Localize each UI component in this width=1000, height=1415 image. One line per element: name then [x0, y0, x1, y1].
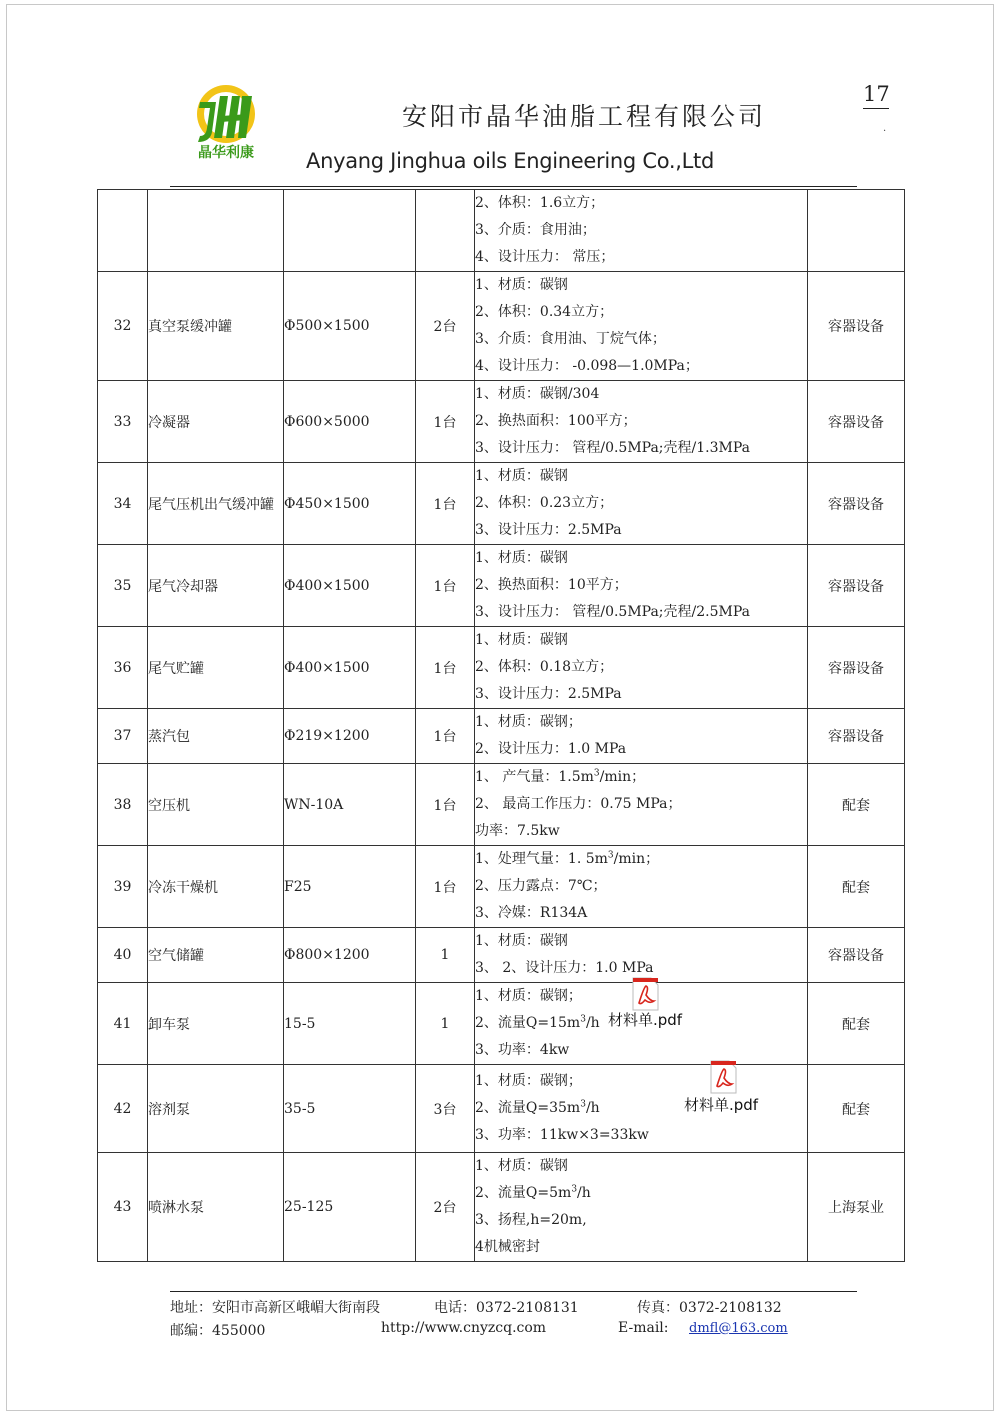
table-row — [98, 627, 905, 709]
cell-equipment-name: 尾气冷却器 — [148, 545, 284, 627]
table-row — [98, 1065, 905, 1153]
spec-line — [475, 764, 807, 791]
spec-line — [475, 928, 807, 955]
spec-text: 3、设计压力：2.5MPa — [475, 522, 622, 538]
spec-line — [475, 900, 807, 927]
spec-text: 1、材质：碳钢/304 — [475, 386, 600, 402]
cell-remark: 容器设备 — [808, 545, 905, 627]
spec-text: 1、材质：碳钢 — [475, 632, 568, 648]
spec-line — [475, 681, 807, 708]
spec-text: 2、设计压力：1.0 MPa — [475, 741, 627, 757]
cell-model: Φ400×1500 — [284, 545, 416, 627]
cell-remark: 容器设备 — [808, 381, 905, 463]
spec-superscript: 3 — [580, 1099, 586, 1110]
cell-equipment-name: 冷冻干燥机 — [148, 846, 284, 928]
cell-specifications — [475, 846, 808, 928]
spec-text-after: /min； — [599, 769, 646, 785]
cell-model: Φ800×1200 — [284, 928, 416, 983]
spec-text: 4、设计压力： 常压； — [475, 249, 615, 265]
footer-address: 地址：安阳市高新区峨嵋大街南段 — [170, 1300, 380, 1316]
spec-text: 3、 2、设计压力：1.0 MPa — [475, 960, 654, 976]
footer-website[interactable]: http://www.cnyzcq.com — [381, 1320, 547, 1336]
cell-specifications — [475, 1153, 808, 1262]
cell-equipment-name — [148, 190, 284, 272]
cell-specifications — [475, 764, 808, 846]
cell-specifications — [475, 545, 808, 627]
spec-line — [475, 818, 807, 845]
spec-text: 3、功率：4kw — [475, 1042, 570, 1058]
spec-text-after: /h — [585, 1015, 600, 1031]
spec-line — [475, 627, 807, 654]
spec-text: 2、流量Q=15m — [475, 1015, 581, 1031]
table-row — [98, 381, 905, 463]
cell-item-number: 38 — [98, 764, 148, 846]
cell-model: 35-5 — [284, 1065, 416, 1153]
spec-text: 3、扬程,h=20m, — [475, 1212, 587, 1228]
spec-superscript: 3 — [593, 768, 600, 779]
cell-quantity: 3台 — [416, 1065, 475, 1153]
cell-specifications — [475, 381, 808, 463]
cell-item-number: 32 — [98, 272, 148, 381]
spec-line — [475, 381, 807, 408]
spec-line — [475, 709, 807, 736]
pdf-file-icon — [630, 977, 660, 1011]
spec-line — [475, 572, 807, 599]
cell-equipment-name: 溶剂泵 — [148, 1065, 284, 1153]
spec-text: 2、换热面积：10平方； — [475, 577, 628, 593]
equipment-table — [97, 189, 905, 1262]
cell-model: Φ500×1500 — [284, 272, 416, 381]
cell-model: WN-10A — [284, 764, 416, 846]
spec-line — [475, 244, 807, 271]
cell-remark — [808, 190, 905, 272]
spec-text: 2、体积：0.18立方； — [475, 659, 614, 675]
table-row — [98, 1153, 905, 1262]
equipment-table-body — [98, 190, 905, 1262]
table-row — [98, 846, 905, 928]
spec-superscript: 3 — [607, 850, 614, 861]
cell-model: Φ400×1500 — [284, 627, 416, 709]
cell-quantity: 1台 — [416, 381, 475, 463]
cell-remark: 容器设备 — [808, 627, 905, 709]
footer-email-label: E-mail: — [618, 1320, 669, 1336]
spec-text: 1、材质：碳钢； — [475, 988, 582, 1004]
cell-item-number: 40 — [98, 928, 148, 983]
spec-text: 2、 最高工作压力：0.75 MPa； — [475, 796, 682, 812]
cell-item-number: 35 — [98, 545, 148, 627]
cell-quantity: 1台 — [416, 764, 475, 846]
cell-remark: 容器设备 — [808, 463, 905, 545]
cell-quantity: 1台 — [416, 709, 475, 764]
spec-text: 1、材质：碳钢 — [475, 550, 568, 566]
spec-line — [475, 353, 807, 380]
cell-equipment-name: 喷淋水泵 — [148, 1153, 284, 1262]
spec-line — [475, 326, 807, 353]
page-mark: . — [883, 123, 887, 134]
spec-text: 1、处理气量：1. 5m — [475, 851, 608, 867]
spec-text: 2、压力露点：7℃； — [475, 878, 607, 894]
spec-line — [475, 490, 807, 517]
spec-line — [475, 846, 807, 873]
cell-quantity: 1台 — [416, 627, 475, 709]
cell-quantity: 2台 — [416, 1153, 475, 1262]
table-row — [98, 190, 905, 272]
cell-model: Φ219×1200 — [284, 709, 416, 764]
cell-item-number: 34 — [98, 463, 148, 545]
email-link[interactable]: dmfl@163.com — [689, 1321, 788, 1336]
spec-line — [475, 190, 807, 217]
cell-item-number: 37 — [98, 709, 148, 764]
cell-model: 15-5 — [284, 983, 416, 1065]
spec-text: 1、材质：碳钢 — [475, 468, 568, 484]
logo-text: 晶华利康 — [198, 145, 254, 161]
spec-text: 1、材质：碳钢 — [475, 933, 568, 949]
cell-equipment-name: 蒸汽包 — [148, 709, 284, 764]
cell-quantity: 1台 — [416, 463, 475, 545]
spec-text-after: /h — [577, 1185, 591, 1201]
page-number: 17 — [863, 82, 889, 109]
cell-specifications — [475, 627, 808, 709]
footer-fax: 传真：0372-2108132 — [637, 1300, 782, 1316]
spec-line — [475, 299, 807, 326]
cell-item-number: 43 — [98, 1153, 148, 1262]
cell-item-number: 33 — [98, 381, 148, 463]
header-divider — [170, 186, 857, 187]
cell-equipment-name: 真空泵缓冲罐 — [148, 272, 284, 381]
cell-model: 25-125 — [284, 1153, 416, 1262]
pdf-attachment[interactable] — [682, 1060, 772, 1114]
spec-text: 1、 产气量：1.5m — [475, 769, 594, 785]
cell-model: Φ600×5000 — [284, 381, 416, 463]
cell-model — [284, 190, 416, 272]
cell-remark: 配套 — [808, 846, 905, 928]
spec-line — [475, 217, 807, 244]
cell-specifications — [475, 709, 808, 764]
footer-divider — [170, 1291, 857, 1292]
cell-specifications — [475, 190, 808, 272]
spec-line — [475, 873, 807, 900]
spec-text: 2、体积：1.6立方； — [475, 195, 605, 211]
cell-equipment-name: 尾气贮罐 — [148, 627, 284, 709]
spec-text: 功率：7.5kw — [475, 823, 560, 839]
pdf-attachment[interactable] — [606, 977, 696, 1029]
table-row — [98, 709, 905, 764]
cell-remark: 容器设备 — [808, 272, 905, 381]
table-row — [98, 983, 905, 1065]
table-row — [98, 928, 905, 983]
spec-line — [475, 736, 807, 763]
spec-text: 2、流量Q=35m — [475, 1100, 581, 1116]
cell-specifications — [475, 272, 808, 381]
spec-text-after: /min； — [613, 851, 660, 867]
spec-text: 3、设计压力： 管程/0.5MPa;壳程/1.3MPa — [475, 440, 750, 456]
spec-text: 4机械密封 — [475, 1239, 540, 1255]
company-name-en: Anyang Jinghua oils Engineering Co.,Ltd — [306, 149, 714, 173]
spec-line — [475, 435, 807, 462]
spec-text: 1、材质：碳钢 — [475, 1158, 568, 1174]
cell-equipment-name: 尾气压机出气缓冲罐 — [148, 463, 284, 545]
cell-item-number: 42 — [98, 1065, 148, 1153]
cell-quantity: 2台 — [416, 272, 475, 381]
table-row — [98, 764, 905, 846]
spec-text-after: /h — [585, 1100, 600, 1116]
spec-text: 3、功率：11kw×3=33kw — [475, 1127, 649, 1143]
cell-equipment-name: 卸车泵 — [148, 983, 284, 1065]
spec-line — [475, 1122, 807, 1149]
spec-line — [475, 1234, 807, 1261]
spec-text: 2、体积：0.34立方； — [475, 304, 614, 320]
spec-text: 1、材质：碳钢 — [475, 277, 568, 293]
cell-remark: 配套 — [808, 983, 905, 1065]
cell-equipment-name: 冷凝器 — [148, 381, 284, 463]
spec-text: 3、设计压力： 管程/0.5MPa;壳程/2.5MPa — [475, 604, 750, 620]
spec-line — [475, 599, 807, 626]
cell-specifications — [475, 463, 808, 545]
pdf-file-icon — [708, 1060, 738, 1094]
spec-line — [475, 408, 807, 435]
company-name-cn: 安阳市晶华油脂工程有限公司 — [402, 102, 767, 131]
table-row — [98, 272, 905, 381]
spec-text: 3、介质：食用油； — [475, 222, 596, 238]
spec-line — [475, 791, 807, 818]
footer-email[interactable] — [689, 1321, 788, 1336]
cell-quantity — [416, 190, 475, 272]
spec-line — [475, 545, 807, 572]
spec-text: 3、介质：食用油、丁烷气体； — [475, 331, 666, 347]
cell-model: Φ450×1500 — [284, 463, 416, 545]
spec-text: 2、体积：0.23立方； — [475, 495, 614, 511]
cell-item-number — [98, 190, 148, 272]
spec-superscript: 3 — [571, 1184, 578, 1195]
table-row — [98, 545, 905, 627]
spec-line — [475, 1180, 807, 1207]
spec-text: 3、冷媒：R134A — [475, 905, 588, 921]
cell-quantity: 1台 — [416, 846, 475, 928]
cell-remark: 容器设备 — [808, 709, 905, 764]
spec-line — [475, 272, 807, 299]
cell-remark: 容器设备 — [808, 928, 905, 983]
spec-text: 2、流量Q=5m — [475, 1185, 572, 1201]
spec-superscript: 3 — [580, 1014, 586, 1025]
pdf-attachment-label: 材料单.pdf — [684, 1096, 759, 1114]
spec-text: 4、设计压力： -0.098—1.0MPa； — [475, 358, 699, 374]
footer-postcode: 邮编：455000 — [170, 1323, 266, 1339]
cell-model: F25 — [284, 846, 416, 928]
cell-quantity: 1 — [416, 983, 475, 1065]
cell-remark: 配套 — [808, 1065, 905, 1153]
spec-text: 1、材质：碳钢； — [475, 714, 582, 730]
cell-quantity: 1台 — [416, 545, 475, 627]
spec-line — [475, 517, 807, 544]
cell-equipment-name: 空气储罐 — [148, 928, 284, 983]
table-row — [98, 463, 905, 545]
cell-remark: 上海泵业 — [808, 1153, 905, 1262]
spec-text: 2、换热面积：100平方； — [475, 413, 637, 429]
spec-text: 3、设计压力：2.5MPa — [475, 686, 622, 702]
cell-remark: 配套 — [808, 764, 905, 846]
cell-item-number: 39 — [98, 846, 148, 928]
footer-phone: 电话：0372-2108131 — [434, 1300, 579, 1316]
cell-equipment-name: 空压机 — [148, 764, 284, 846]
spec-line — [475, 463, 807, 490]
pdf-attachment-label: 材料单.pdf — [608, 1011, 683, 1029]
spec-text: 1、材质：碳钢； — [475, 1073, 582, 1089]
spec-line — [475, 1207, 807, 1234]
cell-item-number: 36 — [98, 627, 148, 709]
cell-specifications — [475, 928, 808, 983]
cell-item-number: 41 — [98, 983, 148, 1065]
spec-line — [475, 654, 807, 681]
spec-line — [475, 1153, 807, 1180]
cell-quantity: 1 — [416, 928, 475, 983]
